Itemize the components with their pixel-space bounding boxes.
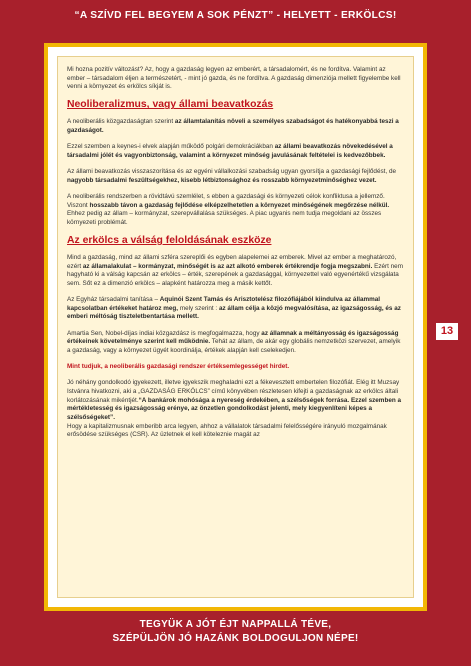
paragraph <box>67 193 404 228</box>
text: Ezzel szemben a keynes-i elvek alapján működő polgári demokráciákban <box>67 143 275 151</box>
text: A neoliberális közgazdaságtan szerint <box>67 118 175 126</box>
paragraph <box>67 168 404 185</box>
text: Amartia Sen, Nobel-díjas indiai közgazdász is megfogalmazza, hogy <box>67 329 262 337</box>
intro-paragraph: Mi hozna pozitív változást? Az, hogy a gazdaság legyen az emberért, a társadalomért, és ne fordítva. Valamint az ember – társadalom éljen a természetért, - mint jó gazda, és ne fordítva. A gazdaság dimenziója mellett figyelembe kell venni a környezet és erkölcs síkját is. <box>67 66 401 91</box>
text: Az állami beavatkozás visszaszorítása és az egyéni vállalkozási szabadság ugyan gyorsítja a gazdasági fejlődést, de <box>67 168 396 176</box>
content-frame <box>44 43 427 611</box>
footer-line-1: TEGYÜK A JÓT ÉJT NAPPALLÁ TÉVE, <box>139 619 332 630</box>
text: Hogy a kapitalizmusnak emberibb arca legyen, ahhoz a vállalatok társadalmi felelősségére irányuló mozgalmának erősödése szükséges (CSR). Az üzletnek el kell köteleznie magát az <box>67 422 387 439</box>
text: mely szerint : <box>178 304 219 312</box>
bold-text: az állami beavatkozás növekedésével a társadalmi jólét és vagyonbiztonság, valamint a környezet minőség javulásának feltételei is kedvezőbbek. <box>67 143 393 159</box>
bold-quote: “A bankárok mohósága a nyereség érdekében, a szélsőségek forrása. Ezzel szemben a mértékletesség és igazságosság erénye, az önzetlen gondolkodást jelenti, mely kiegyenlíteni képes a szélsőségeket”. <box>67 396 402 421</box>
text: Jó néhány gondolkodó igyekezett, illetve igyekszik meghaladni ezt a fékevesztett embertelen filozófiát. Elég itt Muzsay Istvánra hivatkozni, aki a „GAZDASÁG ERKÖLCS” című könyvében részletesen kifejti a gazdaságnak az erkölcs általi korlátozásának mikéntjét. <box>67 379 400 404</box>
text: A neoliberális rendszerben a rövidtávú szemlélet, s ebben a gazdasági és környezeti célok konfliktusa a jellemző. Viszont <box>67 192 385 209</box>
paragraph <box>67 296 404 322</box>
paragraph <box>67 254 404 289</box>
footer <box>0 618 471 646</box>
section-heading-neoliberalism: Neoliberalizmus, vagy állami beavatkozás <box>67 99 274 111</box>
content-panel <box>57 56 414 598</box>
text: Tehát az állam, de akár egy globális nemzetközi szervezet, amelyik a gazdaság, vagy a környezet ügyét koordinálja, értékek alapján kell cselekedjen. <box>67 338 401 354</box>
paragraph <box>67 379 404 440</box>
text: Mind a gazdaság, mind az állami szféra szereplői és egyben alapelemei az emberek. Mivel az ember a meghatározó, ezért <box>67 254 397 270</box>
bold-text: nagyobb társadalmi feszültségekhez, kisebb létbiztonsághoz és rosszabb környezetminőséghez vezet. <box>67 176 377 184</box>
bold-text: hosszabb távon a gazdaság fejlődése elképzelhetetlen a környezet minőségének megőrzése nélkül. <box>89 201 390 209</box>
text: Ezért nem hagyható ki a válság kapcsán az erkölcs – érték, szerepének a gazdasággal, környezettel való egyenértékű vizsgálata sem. Sőt ez a dimenzió erkölcs – alapként határozza meg a másik kettőt. <box>67 262 403 287</box>
header-title: “A SZÍVD FEL BEGYEM A SOK PÉNZT” - HELYETT - ERKÖLCS! <box>74 10 397 21</box>
bold-text: az államtalanítás növeli a személyes szabadságot és hatékonyabbá teszi a gazdaságot. <box>67 118 399 135</box>
bold-text: az államalakulat – kormányzat, minőségét is az azt alkotó emberek értékrendje fogja megszabni. <box>82 262 373 270</box>
highlight-paragraph: Mint tudjuk, a neoliberális gazdasági rendszer értéksemlegességet hirdet. <box>67 363 290 371</box>
bold-text: Aquinói Szent Tamás és Arisztotelész filozófiájából kiindulva az állammal kapcsolatban értékeket határoz meg, <box>67 296 381 312</box>
paragraph <box>67 330 404 356</box>
paragraph <box>67 118 404 135</box>
bold-text: az államnak a méltányosság és igazságosság értékeinek követelménye szerint kell működnie. <box>67 329 399 346</box>
section-heading-ethics: Az erkölcs a válság feloldásának eszköze <box>67 235 272 247</box>
footer-line-2: SZÉPÜLJÖN JÓ HAZÁNK BOLDOGULJON NÉPE! <box>112 633 359 644</box>
text: Az Egyház társadalmi tanítása – <box>67 296 160 304</box>
bold-text: az állam célja a közjó megvalósítása, az igazságosság, és az emberi méltóság tiszteletbentartása mellett. <box>67 304 401 321</box>
page-number: 13 <box>436 323 458 340</box>
text: Ehhez pedig az állam – kormányzat, szerepvállalása szükséges. A piac ugyanis nem tudja megoldani az összes környezeti problémát. <box>67 210 382 226</box>
paragraph <box>67 143 404 160</box>
